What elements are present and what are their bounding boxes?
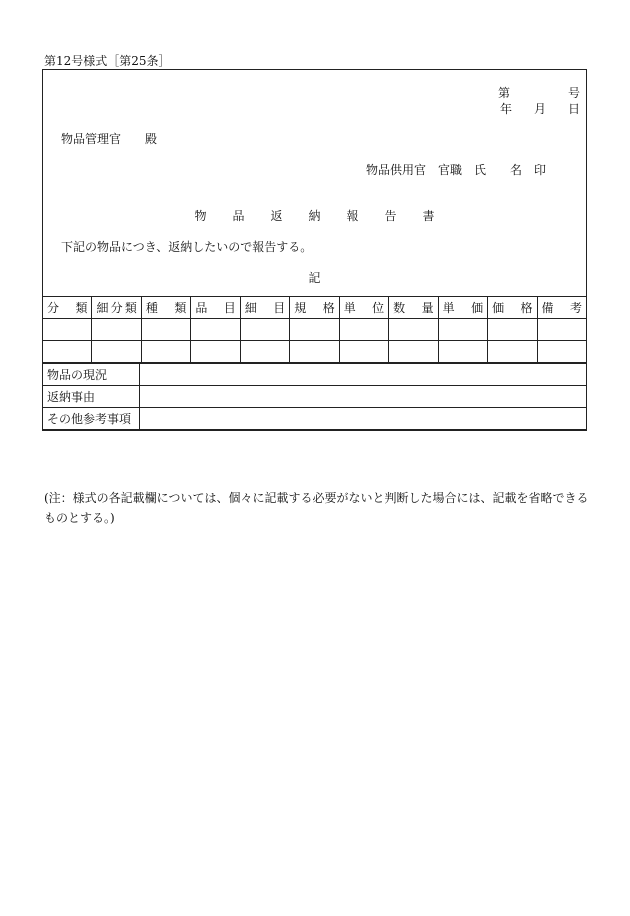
table-cell[interactable] (191, 319, 240, 341)
table-cell[interactable] (290, 341, 339, 363)
header-cell-biko: 備考 (537, 297, 586, 319)
table-cell[interactable] (141, 319, 190, 341)
report-form (42, 69, 587, 431)
header-cell-shurui: 種類 (141, 297, 190, 319)
info-row-current-status (43, 364, 587, 386)
table-row (43, 341, 587, 363)
table-cell[interactable] (240, 319, 289, 341)
info-table (42, 363, 587, 430)
header-cell-saibunrui: 細分類 (92, 297, 141, 319)
header-cell-tanka: 単価 (438, 297, 487, 319)
ki-marker: 記 (308, 271, 321, 285)
table-cell[interactable] (438, 341, 487, 363)
items-header-row (43, 297, 587, 319)
table-cell[interactable] (141, 341, 190, 363)
table-cell[interactable] (43, 319, 92, 341)
table-cell[interactable] (389, 319, 438, 341)
table-cell[interactable] (389, 341, 438, 363)
table-cell[interactable] (339, 341, 388, 363)
table-cell[interactable] (92, 319, 141, 341)
sender: 物品供用官 官職 氏 名 印 (365, 163, 546, 177)
table-cell[interactable] (290, 319, 339, 341)
header-cell-hinmoku: 品目 (191, 297, 240, 319)
header-cell-kikaku: 規格 (290, 297, 339, 319)
header-cell-tani: 単位 (339, 297, 388, 319)
date-month: 月 (533, 102, 546, 116)
header-cell-saimoku: 細目 (240, 297, 289, 319)
table-cell[interactable] (438, 319, 487, 341)
info-value[interactable] (140, 386, 587, 408)
number-prefix: 第 (497, 86, 510, 100)
header-cell-bunrui: 分類 (43, 297, 92, 319)
addressee: 物品管理官 殿 (61, 132, 158, 146)
info-value[interactable] (140, 408, 587, 430)
table-cell[interactable] (191, 341, 240, 363)
footnote: (注：様式の各記載欄については、個々に記載する必要がないと判断した場合には、記載を省略できるものとする。) (44, 491, 589, 525)
info-label: 返納事由 (43, 386, 140, 408)
form-header-area (43, 70, 586, 298)
table-cell[interactable] (488, 341, 537, 363)
info-row-other-notes (43, 408, 587, 430)
info-label: その他参考事項 (43, 408, 140, 430)
header-cell-suryo: 数量 (389, 297, 438, 319)
table-cell[interactable] (240, 341, 289, 363)
document-title: 物品返納報告書 (194, 209, 461, 223)
table-cell[interactable] (537, 319, 586, 341)
table-cell[interactable] (339, 319, 388, 341)
items-table (42, 296, 587, 363)
table-cell[interactable] (92, 341, 141, 363)
table-cell[interactable] (537, 341, 586, 363)
info-value[interactable] (140, 364, 587, 386)
document-number-line (498, 84, 580, 101)
table-row (43, 319, 587, 341)
date-line (500, 100, 580, 117)
body-text: 下記の物品につき、返納したいので報告する。 (61, 240, 313, 254)
date-year: 年 (499, 102, 512, 116)
info-label: 物品の現況 (43, 364, 140, 386)
form-number-label: 第12号様式［第25条］ (44, 54, 171, 68)
date-day: 日 (567, 102, 580, 116)
number-suffix: 号 (567, 86, 580, 100)
info-row-return-reason (43, 386, 587, 408)
header-cell-kakaku: 価格 (488, 297, 537, 319)
table-cell[interactable] (43, 341, 92, 363)
table-cell[interactable] (488, 319, 537, 341)
